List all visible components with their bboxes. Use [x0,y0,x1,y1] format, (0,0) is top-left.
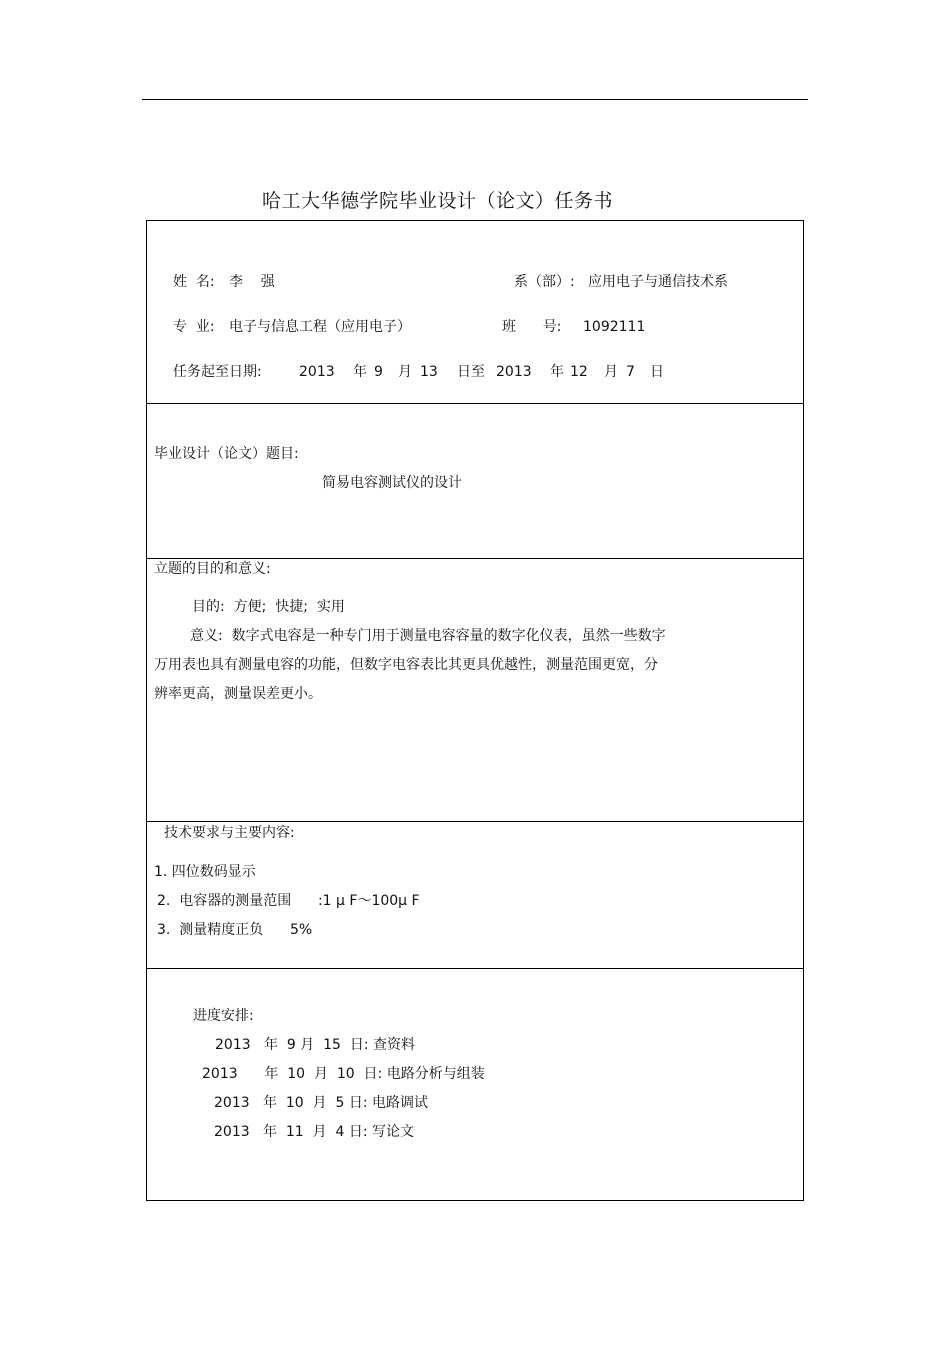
start-year: 2013 [299,364,335,380]
requirement-item: 3. 测量精度正负 5% [157,922,313,938]
start-month-char: 月 [398,364,412,380]
end-month-char: 月 [604,364,618,380]
purpose-meaning-line2: 万用表也具有测量电容的功能，但数字电容表比其更具优越性，测量范围更宽，分 [154,657,658,673]
schedule-item: 2013 年 10 月 5 日: 电路调试 [214,1095,429,1111]
topic-label: 毕业设计（论文）题目: [154,446,299,462]
document-title: 哈工大华德学院毕业设计（论文）任务书 [262,190,614,212]
to-char: 日至 [457,364,485,380]
major-label: 专 业: [173,319,215,335]
start-month: 9 [374,364,383,380]
name-label: 姓 名: [173,274,215,290]
end-day-char: 日 [650,364,664,380]
schedule-label: 进度安排: [193,1008,254,1024]
requirement-item: 1. 四位数码显示 [154,864,256,880]
requirement-item: 2. 电容器的测量范围 :1 μ F～100μ F [157,893,420,909]
header-rule [142,99,808,100]
purpose-label: 立题的目的和意义: [154,561,271,577]
purpose-meaning-line1: 意义: 数字式电容是一种专门用于测量电容容量的数字化仪表，虽然一些数字 [190,628,666,644]
end-year-char: 年 [550,364,564,380]
schedule-section [146,968,804,1201]
period-label: 任务起至日期: [173,364,262,380]
purpose-section [146,558,804,822]
major-value: 电子与信息工程（应用电子） [229,319,411,335]
requirements-section [146,821,804,969]
topic-value: 简易电容测试仪的设计 [322,475,462,491]
end-month: 12 [570,364,588,380]
dept-label: 系（部）: [514,274,575,290]
class-label: 班 号: [502,319,562,335]
purpose-meaning-line3: 辨率更高，测量误差更小。 [154,686,322,702]
topic-section [146,403,804,559]
start-year-char: 年 [353,364,367,380]
schedule-item: 2013 年 11 月 4 日: 写论文 [214,1124,415,1140]
info-section [146,220,804,404]
end-year: 2013 [496,364,532,380]
class-value: 1092111 [583,319,646,335]
dept-value: 应用电子与通信技术系 [588,274,728,290]
requirements-label: 技术要求与主要内容: [164,825,295,841]
end-day: 7 [626,364,635,380]
schedule-item: 2013 年 10 月 10 日: 电路分析与组装 [202,1066,485,1082]
schedule-item: 2013 年 9 月 15 日: 查资料 [215,1037,416,1053]
start-day: 13 [420,364,438,380]
purpose-goal: 目的: 方便; 快捷; 实用 [192,599,345,615]
name-value: 李 强 [229,274,275,290]
